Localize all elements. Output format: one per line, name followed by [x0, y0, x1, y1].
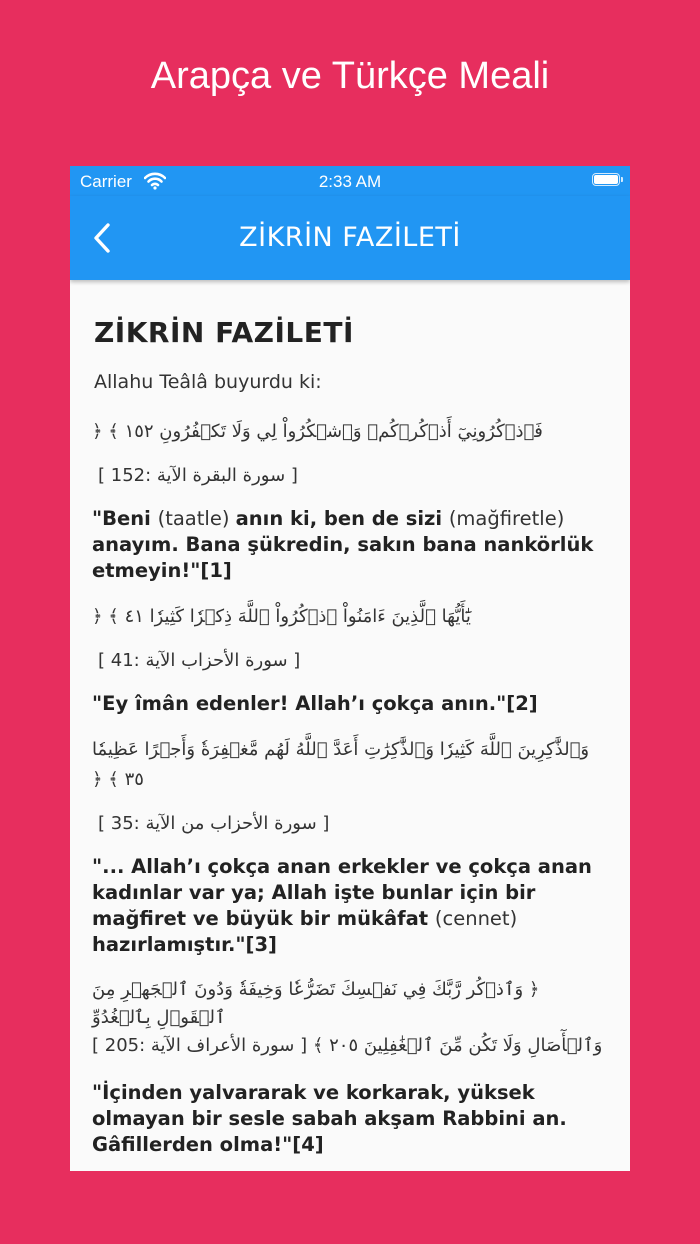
app-bar-title: ZİKRİN FAZİLETİ	[239, 222, 461, 253]
arabic-verse-1	[92, 417, 608, 447]
verse-text: يَٰٓأَيُّهَا ٱلَّذِينَ ءَامَنُواْ ٱذۡكُرُواْ ٱللَّهَ ذِكۡرٗا كَثِيرٗا ٤١ ﴾	[108, 606, 471, 627]
verse-text: فَٱذۡكُرُونِيٓ أَذۡكُرۡكُمۡ وَٱشۡكُرُواْ لِي وَلَا تَكۡفُرُونِ ١٥٢ ﴾	[108, 421, 543, 442]
meaning-part: "... Allah’ı çokça anan erkekler ve çokça anan kadınlar var ya; Allah işte bunlar için bir mağfiret ve büyük bir mükâfat	[92, 855, 592, 930]
meaning-part: hazırlamıştır."[3]	[92, 933, 277, 956]
meaning-1	[92, 506, 608, 584]
carrier-label: Carrier	[80, 172, 132, 191]
verse-line-2: وَٱلۡأٓصَالِ وَلَا تَكُن مِّنَ ٱلۡغَٰفِلِينَ ٢٠٥ ﴾ [ سورة الأعراف الآية :205 ]	[92, 1035, 603, 1056]
meaning-part: (cennet)	[434, 907, 518, 930]
phone-screen	[70, 166, 630, 1171]
meaning-part: (mağfiretle)	[448, 507, 565, 530]
ornate-bracket-icon: ﴿	[92, 421, 103, 442]
page-heading: ZİKRİN FAZİLETİ	[94, 316, 354, 349]
app-bar	[70, 196, 630, 280]
meaning-part: (taatle)	[157, 507, 236, 530]
verse-reference-3: [ سورة الأحزاب من الآية :35 ]	[98, 813, 330, 834]
status-time: 2:33 AM	[318, 172, 382, 191]
arabic-verse-4	[92, 976, 608, 1060]
meaning-part: anayım. Bana şükredin, sakın bana nankörlük etmeyin!"[1]	[92, 533, 594, 582]
meaning-3	[92, 854, 608, 958]
ornate-bracket-icon: ﴿	[92, 606, 103, 627]
meaning-4: "İçinden yalvararak ve korkarak, yüksek olmayan bir sesle sabah akşam Rabbini an. Gâfillerden olma!"[4]	[92, 1081, 567, 1156]
meaning-2: "Ey îmân edenler! Allah’ı çokça anın."[2]	[92, 692, 538, 715]
verse-reference-2: [ سورة الأحزاب الآية :41 ]	[98, 650, 301, 671]
arabic-verse-2	[92, 602, 608, 632]
verse-reference-1: [ سورة البقرة الآية :152 ]	[98, 465, 298, 486]
meaning-part: anın ki, ben de sizi	[235, 507, 449, 530]
ornate-bracket-icon: ﴿	[92, 769, 103, 790]
arabic-verse-3	[92, 735, 608, 795]
verse-line-1: ﴿ وَٱذۡكُر رَّبَّكَ فِي نَفۡسِكَ تَضَرُّعٗا وَخِيفَةٗ وَدُونَ ٱلۡجَهۡرِ مِنَ ٱلۡقَوۡلِ بِٱلۡغُدُوِّ	[92, 979, 540, 1028]
intro-text: Allahu Teâlâ buyurdu ki:	[94, 371, 322, 393]
verse-text: وَٱلذَّٰكِرِينَ ٱللَّهَ كَثِيرٗا وَٱلذَّٰكِرَٰتِ أَعَدَّ ٱللَّهُ لَهُم مَّغۡفِرَةٗ وَأَجۡرًا عَظِيمٗا ٣٥ ﴾	[92, 739, 590, 790]
battery-icon	[592, 173, 620, 186]
promo-title: Arapça ve Türkçe Meali	[150, 55, 550, 97]
meaning-part: "Beni	[92, 507, 158, 530]
status-bar	[70, 166, 630, 196]
article-content	[70, 280, 630, 1158]
